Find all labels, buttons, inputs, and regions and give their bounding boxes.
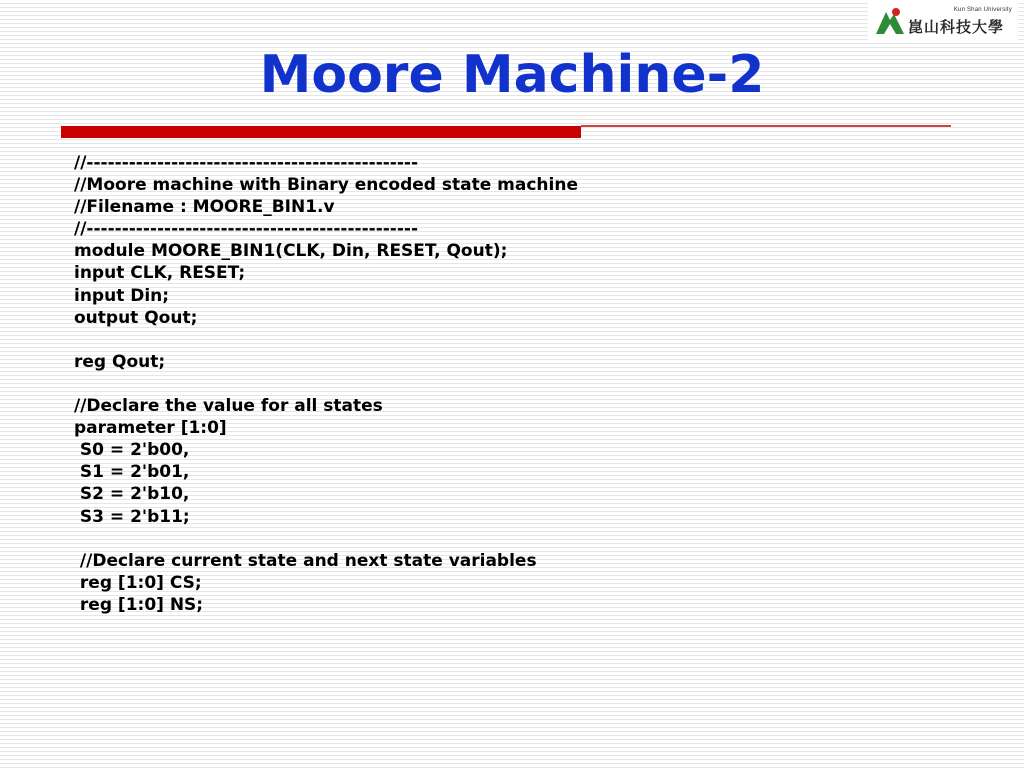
code-line: output Qout; xyxy=(74,307,198,328)
code-line: //----------------------------------------------- xyxy=(74,153,419,173)
code-line: S3 = 2'b11; xyxy=(74,506,190,527)
code-line: S2 = 2'b10, xyxy=(74,484,190,505)
code-line: S1 = 2'b01, xyxy=(74,462,190,483)
code-line: //Declare the value for all states xyxy=(74,396,383,417)
code-line: input Din; xyxy=(74,285,170,306)
code-line: //Moore machine with Binary encoded state machine xyxy=(74,175,578,196)
title-underline-bar xyxy=(61,126,581,138)
code-line xyxy=(74,528,578,550)
code-line: //Declare current state and next state variables xyxy=(74,550,537,571)
code-line: reg Qout; xyxy=(74,351,166,372)
university-logo xyxy=(868,2,1018,42)
code-line: //Filename : MOORE_BIN1.v xyxy=(74,197,335,218)
slide-title: Moore Machine-2 xyxy=(259,45,765,105)
title-underline-thin-line xyxy=(581,125,951,127)
logo-chinese-name: 崑山科技大學 xyxy=(908,18,1005,36)
code-line: S0 = 2'b00, xyxy=(74,440,190,461)
code-line: input CLK, RESET; xyxy=(74,263,246,284)
code-line: module MOORE_BIN1(CLK, Din, RESET, Qout); xyxy=(74,241,508,262)
logo-mark-icon xyxy=(872,4,908,40)
code-line: //----------------------------------------------- xyxy=(74,219,419,240)
code-line: reg [1:0] CS; xyxy=(74,572,202,593)
code-line xyxy=(74,329,578,351)
code-block xyxy=(74,152,578,616)
logo-english-name: Kun Shan University xyxy=(953,7,1012,13)
code-line: parameter [1:0] xyxy=(74,418,227,439)
code-line xyxy=(74,373,578,395)
code-line: reg [1:0] NS; xyxy=(74,594,204,615)
